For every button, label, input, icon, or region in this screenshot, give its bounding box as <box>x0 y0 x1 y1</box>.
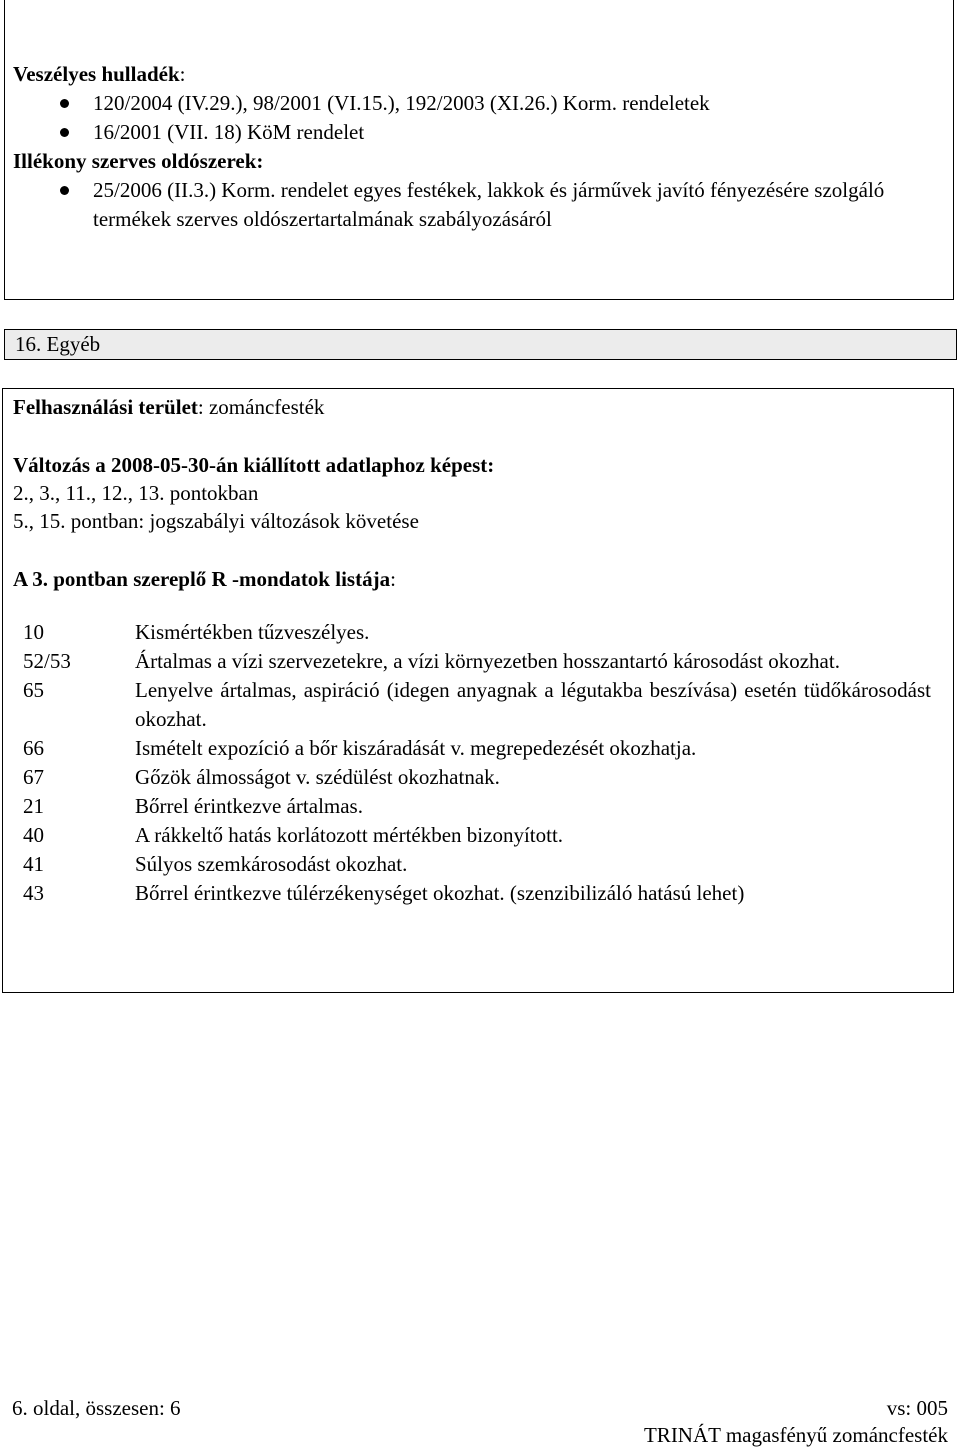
r-code: 66 <box>23 736 44 760</box>
r-code: 43 <box>23 881 44 905</box>
table-row <box>23 618 931 647</box>
usage-line <box>13 393 324 422</box>
r-text: Lenyelve ártalmas, aspiráció (idegen anyagnak a légutakba beszívása) esetén tüdőkárosodást okozhat. <box>135 678 931 731</box>
table-row <box>23 734 931 763</box>
r-code: 40 <box>23 823 44 847</box>
section-16-box <box>2 388 954 993</box>
table-row <box>23 850 931 879</box>
r-text: Súlyos szemkárosodást okozhat. <box>135 852 408 876</box>
r-text: Ártalmas a vízi szervezetekre, a vízi környezetben hosszantartó károsodást okozhat. <box>135 649 840 673</box>
bullet-icon <box>60 99 69 108</box>
table-row <box>23 821 931 850</box>
solvent-list <box>13 176 953 234</box>
r-code: 65 <box>23 678 44 702</box>
r-code: 21 <box>23 794 44 818</box>
r-text: Bőrrel érintkezve ártalmas. <box>135 794 363 818</box>
r-code: 67 <box>23 765 44 789</box>
list-item: 120/2004 (IV.29.), 98/2001 (VI.15.), 192/2003 (XI.26.) Korm. rendeletek <box>13 89 953 118</box>
change-line-2: 5., 15. pontban: jogszabályi változások követése <box>13 509 419 533</box>
waste-legislation-box <box>4 0 954 300</box>
bullet-icon <box>60 128 69 137</box>
r-phrase-heading: A 3. pontban szereplő R -mondatok listája: <box>13 567 396 591</box>
r-phrase-table <box>23 618 931 908</box>
r-text: Ismételt expozíció a bőr kiszáradását v. megrepedezését okozhatja. <box>135 736 697 760</box>
table-row <box>23 676 931 734</box>
list-item: 16/2001 (VII. 18) KöM rendelet <box>13 118 953 147</box>
page-number: 6. oldal, összesen: 6 <box>12 1396 181 1420</box>
change-line-1: 2., 3., 11., 12., 13. pontokban <box>13 481 259 505</box>
r-text: A rákkeltő hatás korlátozott mértékben bizonyított. <box>135 823 564 847</box>
r-text: Gőzök álmosságot v. szédülést okozhatnak. <box>135 765 500 789</box>
r-code: 41 <box>23 852 44 876</box>
list-item: 25/2006 (II.3.) Korm. rendelet egyes festékek, lakkok és járművek javító fényezésére szolgáló termékek szerves oldószertartalmának szabályozásáról <box>13 176 953 234</box>
hazardous-waste-heading: Veszélyes hulladék: <box>13 62 186 86</box>
r-text: Kismértékben tűzveszélyes. <box>135 620 370 644</box>
table-row <box>23 763 931 792</box>
waste-legislation-content <box>13 60 953 234</box>
table-row <box>23 792 931 821</box>
hazardous-waste-list <box>13 89 953 147</box>
product-name: TRINÁT magasfényű zománcfesték <box>643 1423 948 1447</box>
change-heading: Változás a 2008-05-30-án kiállított adatlaphoz képest: <box>13 453 495 477</box>
usage-value: : zománcfesték <box>197 395 325 419</box>
table-row <box>23 647 931 676</box>
r-text: Bőrrel érintkezve túlérzékenységet okozhat. (szenzibilizáló hatású lehet) <box>135 881 745 905</box>
table-row <box>23 879 931 908</box>
r-code: 10 <box>23 620 44 644</box>
section-16-title: 16. Egyéb <box>4 329 957 360</box>
version-label: vs: 005 <box>886 1396 948 1420</box>
r-code: 52/53 <box>23 649 71 673</box>
solvent-heading: Illékony szerves oldószerek: <box>13 149 264 173</box>
bullet-icon <box>60 186 69 195</box>
usage-label: Felhasználási terület <box>13 395 198 419</box>
